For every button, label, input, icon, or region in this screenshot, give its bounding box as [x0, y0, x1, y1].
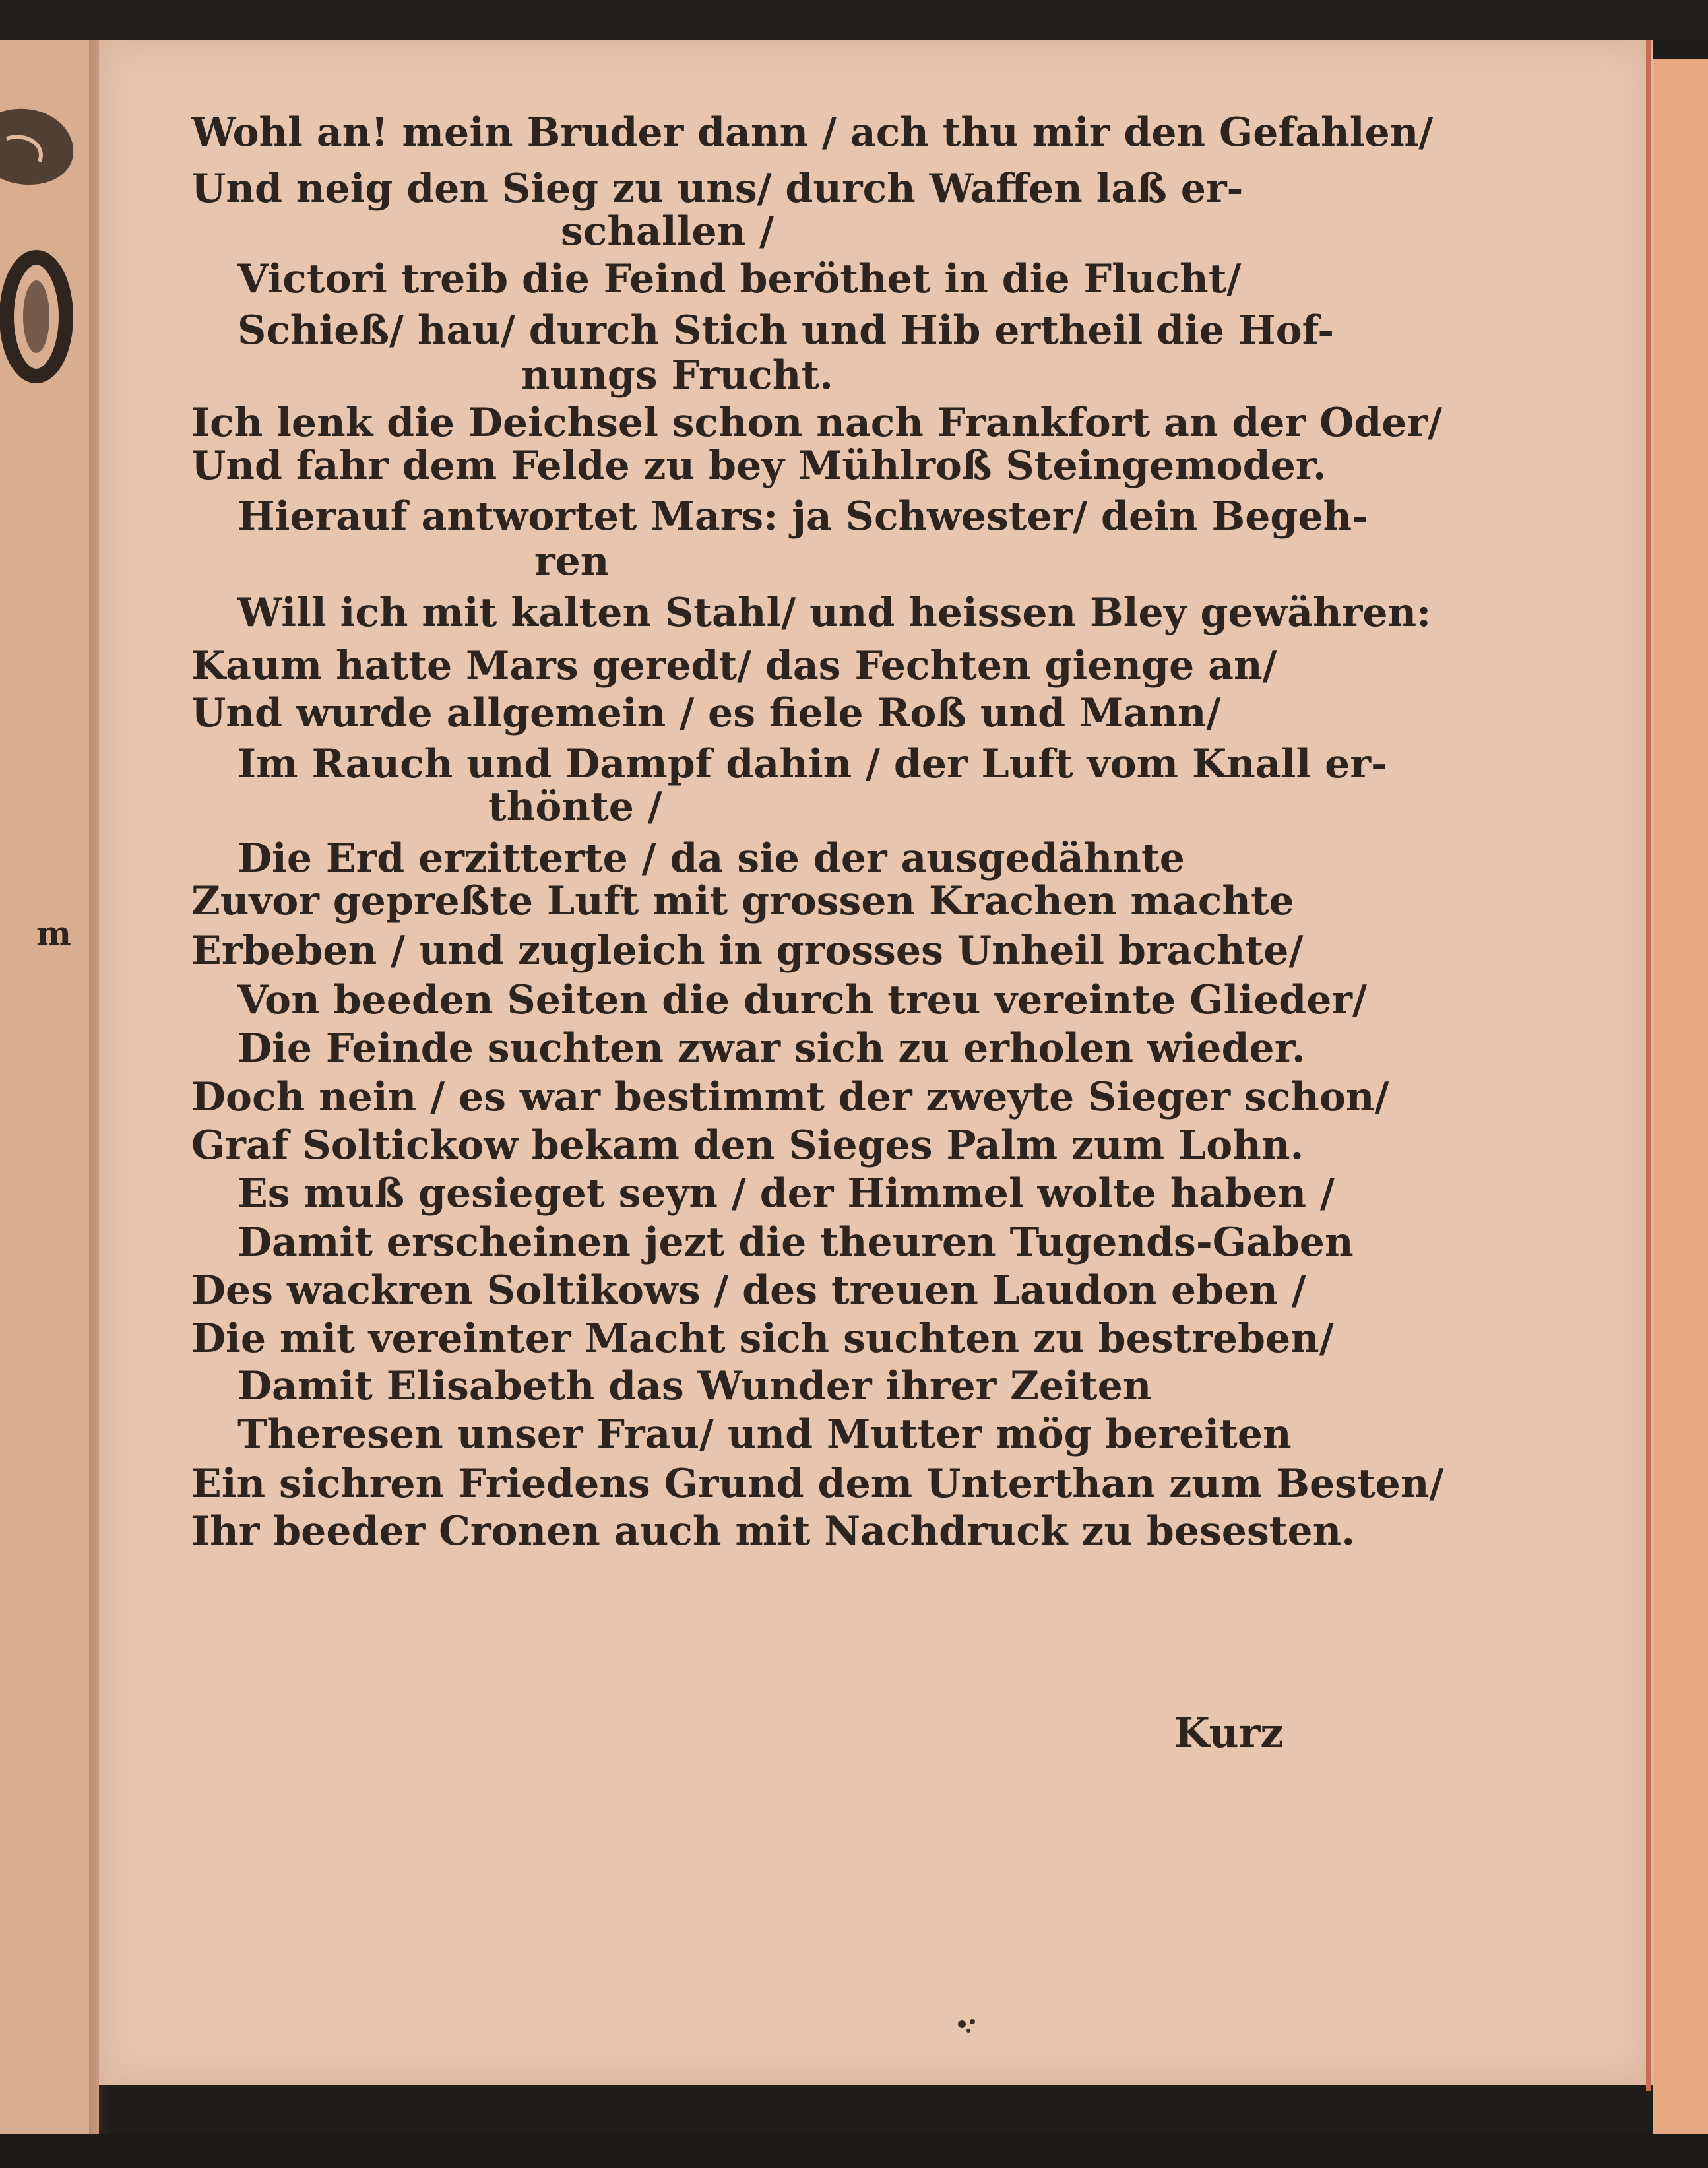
text-line: Und fahr dem Felde zu bey Mühlroß Steingemoder. [191, 443, 1327, 489]
text-line: Hierauf antwortet Mars: ja Schwester/ dein Begeh- [237, 494, 1369, 540]
text-line: Erbeben / und zugleich in grosses Unheil brachte/ [191, 928, 1304, 974]
text-line: Kaum hatte Mars geredt/ das Fechten gienge an/ [191, 643, 1277, 689]
top-scan-border [0, 0, 1708, 40]
ink-speck [950, 2012, 990, 2039]
text-line: Im Rauch und Dampf dahin / der Luft vom Knall er- [237, 741, 1387, 787]
text-line: Victori treib die Feind beröthet in die Flucht/ [237, 256, 1242, 302]
catchword: Kurz [1174, 1709, 1284, 1757]
text-line: Ich lenk die Deichsel schon nach Frankfort an der Oder/ [191, 400, 1442, 446]
text-line: Und neig den Sieg zu uns/ durch Waffen laß er- [191, 166, 1244, 212]
page-edge-red-line [1646, 40, 1651, 2091]
text-line: Die Erd erzitterte / da sie der ausgedähnte [237, 835, 1185, 881]
text-line: schallen / [561, 208, 774, 255]
facing-page-text-fragment: m [36, 914, 71, 953]
text-line: Will ich mit kalten Stahl/ und heissen Bley gewähren: [237, 590, 1432, 636]
text-line: Die mit vereinter Macht sich suchten zu bestreben/ [191, 1316, 1334, 1362]
woodcut-ornament-fragment [0, 99, 92, 416]
text-line: Schieß/ hau/ durch Stich und Hib ertheil die Hof- [237, 307, 1335, 354]
text-line: Damit Elisabeth das Wunder ihrer Zeiten [237, 1363, 1152, 1409]
text-line: Die Feinde suchten zwar sich zu erholen wieder. [237, 1025, 1306, 1071]
text-line: Es muß gesieget seyn / der Himmel wolte haben / [237, 1170, 1335, 1217]
bottom-scan-border [0, 2134, 1708, 2168]
text-line: thönte / [488, 784, 662, 830]
text-line: Von beeden Seiten die durch treu vereinte Glieder/ [237, 977, 1367, 1023]
text-line: Des wackren Soltikows / des treuen Laudon eben / [191, 1267, 1306, 1314]
text-line: Ein sichren Friedens Grund dem Unterthan zum Besten/ [191, 1461, 1444, 1507]
text-line: Damit erscheinen jezt die theuren Tugends-Gaben [237, 1219, 1354, 1265]
text-line: Graf Soltickow bekam den Sieges Palm zum Lohn. [191, 1122, 1304, 1168]
text-line: Ihr beeder Cronen auch mit Nachdruck zu besesten. [191, 1508, 1356, 1554]
text-line: Theresen unser Frau/ und Mutter mög bereiten [237, 1411, 1292, 1457]
text-line: Doch nein / es war bestimmt der zweyte Sieger schon/ [191, 1074, 1389, 1120]
text-line: ren [534, 538, 610, 585]
book-edge-right [1653, 59, 1708, 2134]
text-line: nungs Frucht. [521, 352, 834, 399]
text-line: Zuvor gepreßte Luft mit grossen Krachen machte [191, 878, 1294, 924]
text-line: Wohl an! mein Bruder dann / ach thu mir den Gefahlen/ [191, 110, 1434, 156]
text-line: Und wurde allgemein / es fiele Roß und Mann/ [191, 690, 1221, 736]
